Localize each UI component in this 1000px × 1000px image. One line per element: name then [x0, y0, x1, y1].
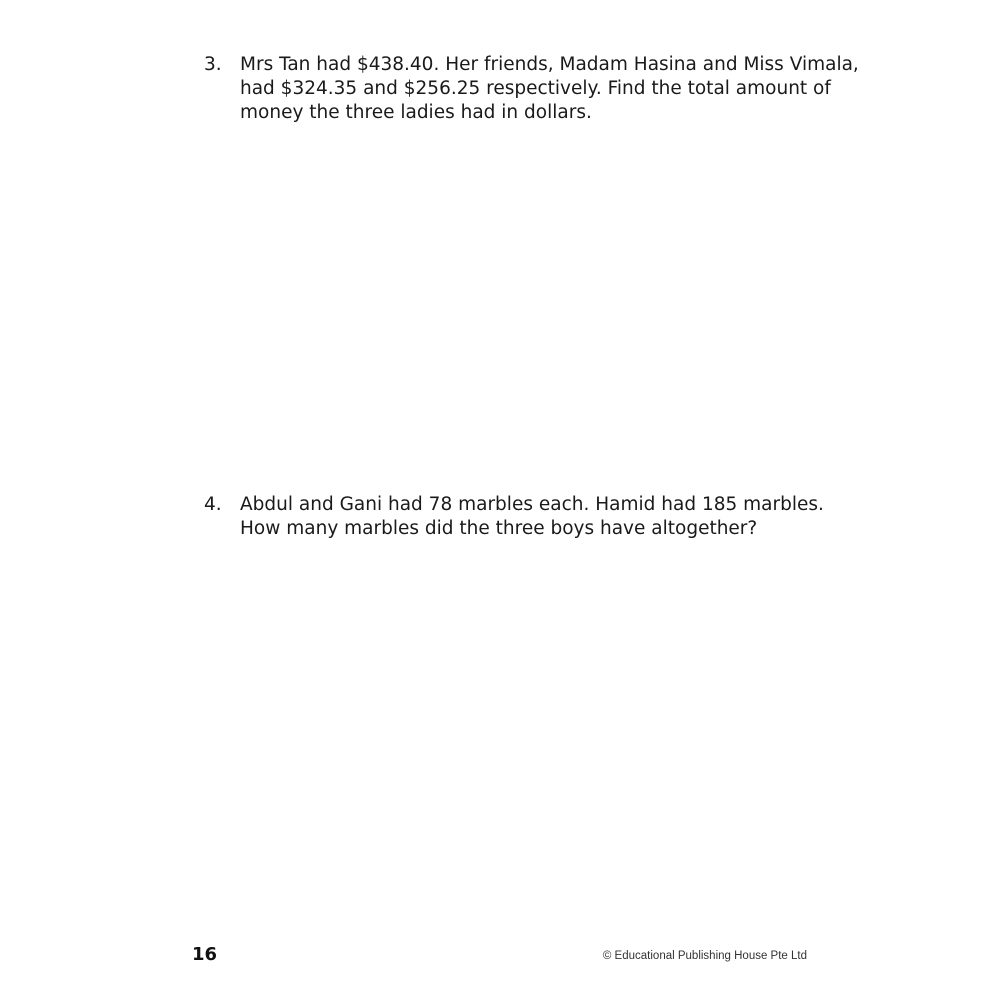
question-line: How many marbles did the three boys have altogether?	[240, 518, 758, 539]
question-line: Mrs Tan had $438.40. Her friends, Madam Hasina and Miss Vimala,	[240, 54, 859, 75]
question-line: money the three ladies had in dollars.	[240, 102, 592, 123]
question-number: 3.	[204, 54, 222, 75]
question-number: 4.	[204, 494, 222, 515]
page-number: 16	[192, 944, 218, 965]
question-line: Abdul and Gani had 78 marbles each. Hamid had 185 marbles.	[240, 494, 824, 515]
question-4	[204, 493, 824, 541]
copyright-notice: © Educational Publishing House Pte Ltd	[602, 950, 807, 962]
question-line: had $324.35 and $256.25 respectively. Find the total amount of	[240, 78, 831, 99]
question-3	[204, 53, 859, 125]
question-text	[240, 493, 824, 541]
question-text	[240, 53, 859, 125]
